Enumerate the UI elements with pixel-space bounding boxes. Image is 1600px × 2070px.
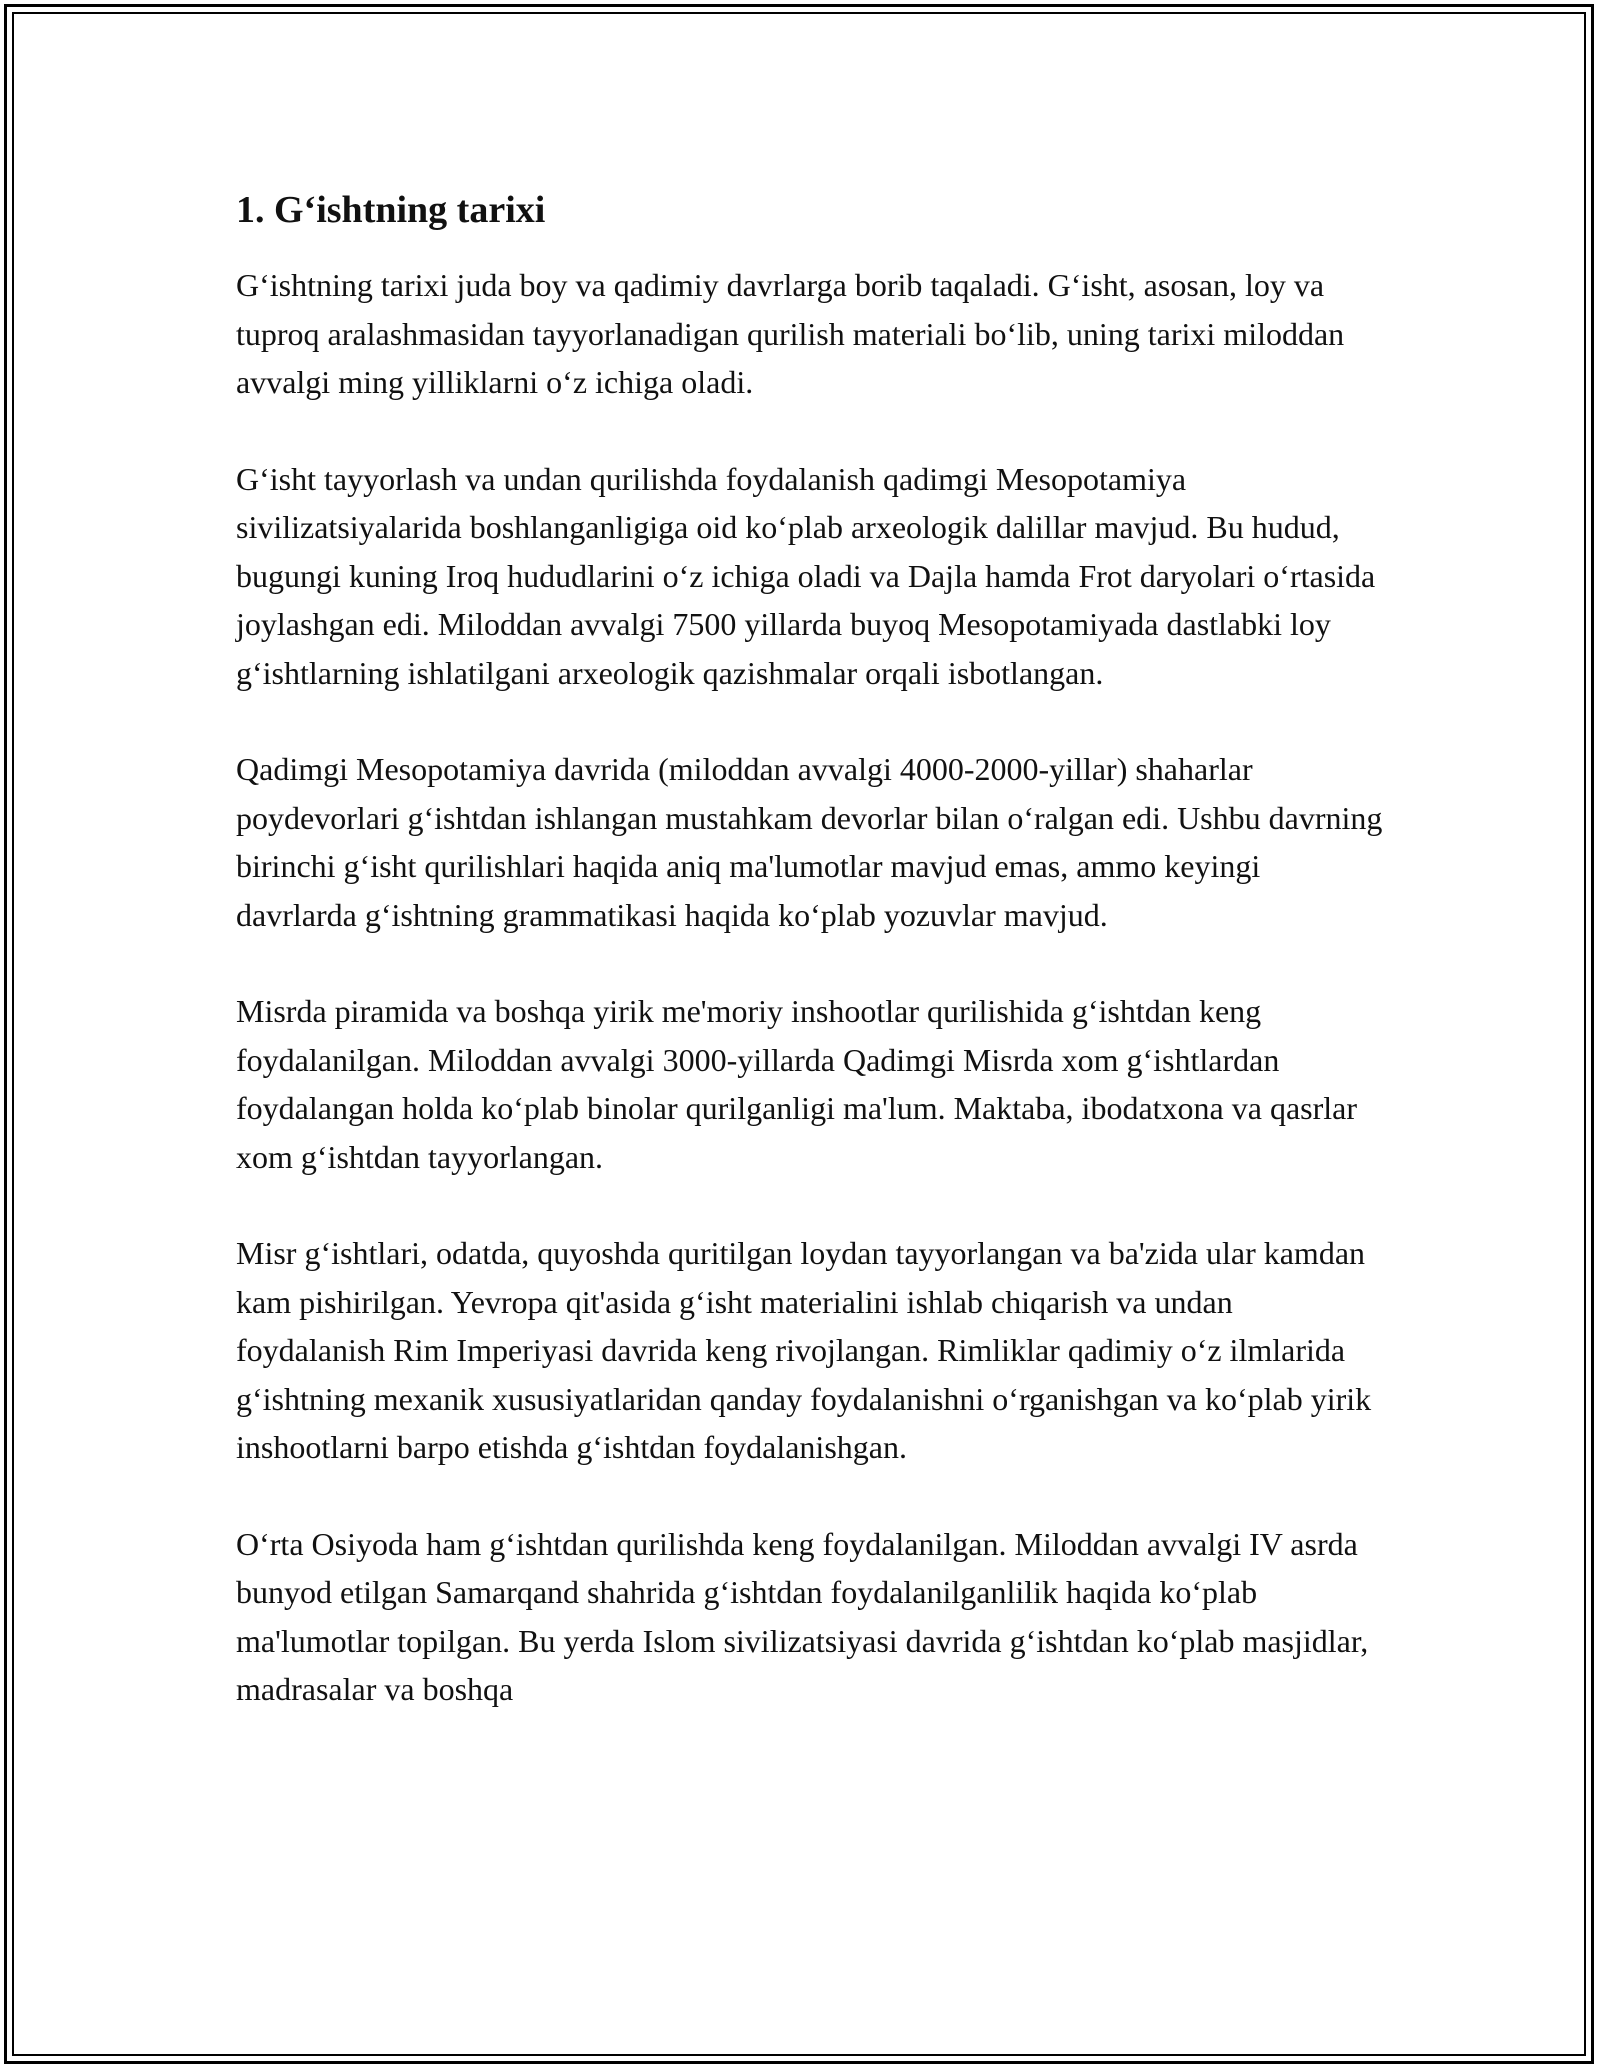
paragraph-1: G‘ishtning tarixi juda boy va qadimiy davrlarga borib taqaladi. G‘isht, asosan, loy va tuproq aralashmasidan tayyorlanadigan qurilish materiali bo‘lib, uning tarixi miloddan avvalgi ming yilliklarni o‘z ichiga oladi. xyxy=(236,267,1345,401)
paragraph-3: Qadimgi Mesopotamiya davrida (miloddan avvalgi 4000-2000-yillar) shaharlar poydevorlari g‘ishtdan ishlangan mustahkam devorlar bilan o‘ralgan edi. Ushbu davrning birinchi g‘isht qurilishlari haqida aniq ma'lumotlar mavjud emas, ammo keyingi davrlarda g‘ishtning grammatikasi haqida ko‘plab yozuvlar mavjud. xyxy=(236,751,1383,933)
section-heading: 1. G‘ishtning tarixi xyxy=(236,189,546,231)
document-body xyxy=(236,186,1386,1762)
paragraph-6: O‘rta Osiyoda ham g‘ishtdan qurilishda keng foydalanilgan. Miloddan avvalgi IV asrda bunyod etilgan Samarqand shahrida g‘ishtdan foydalanilganlilik haqida ko‘plab ma'lumotlar topilgan. Bu yerda Islom sivilizatsiyasi davrida g‘ishtdan ko‘plab masjidlar, madrasalar va boshqa xyxy=(236,1525,1369,1708)
paragraph-5: Misr g‘ishtlari, odatda, quyoshda quritilgan loydan tayyorlangan va ba'zida ular kamdan kam pishirilgan. Yevropa qit'asida g‘isht materialini ishlab chiqarish va undan foydalanish Rim Imperiyasi davrida keng rivojlangan. Rimliklar qadimiy o‘z ilmlarida g‘ishtning mexanik xususiyatlaridan qanday foydalanishni o‘rganishgan va ko‘plab yirik inshootlarni barpo etishda g‘ishtdan foydalanishgan. xyxy=(236,1235,1372,1466)
paragraph-2: G‘isht tayyorlash va undan qurilishda foydalanish qadimgi Mesopotamiya sivilizatsiyalarida boshlanganligiga oid ko‘plab arxeologik dalillar mavjud. Bu hudud, bugungi kuning Iroq hududlarini o‘z ichiga oladi va Dajla hamda Frot daryolari o‘rtasida joylashgan edi. Miloddan avvalgi 7500 yillarda buyoq Mesopotamiyada dastlabki loy g‘ishtlarning ishlatilgani arxeologik qazishmalar orqali isbotlangan. xyxy=(236,460,1376,691)
paragraph-4: Misrda piramida va boshqa yirik me'moriy inshootlar qurilishida g‘ishtdan keng foydalanilgan. Miloddan avvalgi 3000-yillarda Qadimgi Misrda xom g‘ishtlardan foydalangan holda ko‘plab binolar qurilganligi ma'lum. Maktaba, ibodatxona va qasrlar xom g‘ishtdan tayyorlangan. xyxy=(236,993,1357,1175)
